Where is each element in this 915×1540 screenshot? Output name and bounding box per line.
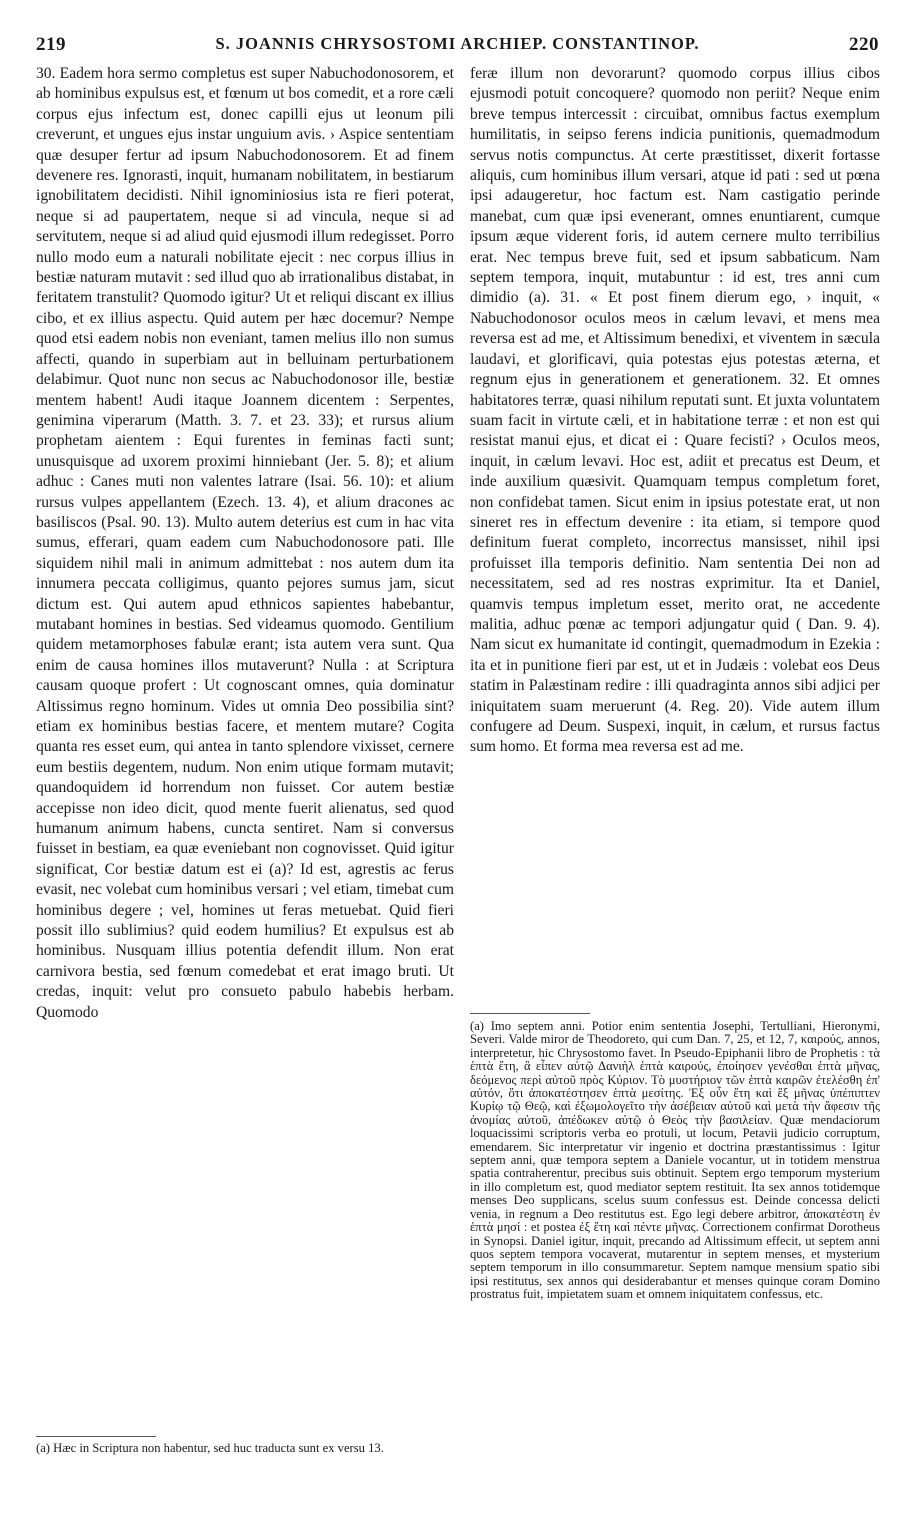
page-number-left: 219 xyxy=(36,34,66,55)
running-title: S. JOANNIS CHRYSOSTOMI ARCHIEP. CONSTANTINOP. xyxy=(215,34,700,53)
page-number-right: 220 xyxy=(849,34,879,55)
running-head xyxy=(36,34,879,60)
left-footnote: (a) Hæc in Scriptura non habentur, sed huc traducta sunt ex versu 13. xyxy=(36,1441,384,1455)
left-column-text: 30. Eadem hora sermo completus est super Nabuchodonosorem, et ab hominibus expulsus est, et fœnum ut bos comedit, et a rore cæli corpus ejus infectum est, donec capilli ejus ut leonum pili creverunt, et ungues ejus instar unguium avis. › Aspice sententiam quæ desuper fertur ad ipsum Nabuchodonosorem. Et ad finem devenere res. Ignorasti, inquit, humanam nobilitatem, in bestiarum ignobilitatem decidisti. Nihil ignominiosius ista re fieri poterat, neque si ad paupertatem, neque si ad vincula, neque si ad servitutem, neque si ad aliud quid ejusmodi illum redegisset. Porro nullo modo eum a naturali nobilitate ejecit : nec corpus illius in bestiæ naturam mutavit : sed illud quo ab irrationalibus distabat, in feritatem transtulit? Quomodo igitur? Ut et reliqui discant ex illius cibo, et ex illius aspectu. Quid autem per hæc docemur? Nempe quod etsi eadem nobis non eveniant, tamen melius illo non sumus affecti, quando in superbiam aut in belluinam perturbationem delabimur. Quot nunc non secus ac Nabuchodonosor ille, bestiæ mentem habent! Audi itaque Joannem dicentem : Serpentes, genimina viperarum (Matth. 3. 7. et 23. 33); et rursus alium prophetam aientem : Equi furentes in feminas facti sunt; unusquisque ad uxorem proximi hinniebant (Jer. 5. 8); et alium adhuc : Canes muti non valentes latrare (Isai. 56. 10): et alium rursus vulpes appellantem (Ezech. 13. 4), et alium dracones ac basiliscos (Psal. 90. 13). Multo autem deterius est cum in hac vita sumus, efferari, quam eadem cum Nabuchodonosore pati. Ille siquidem nihil mali in animum admittebat : nos autem dum ita innumera peccata colligimus, quanto pejores sumus jam, sicut dictum est. Qui autem apud ethnicos sapientes habebantur, mutabant homines in bestias. Sed videamus quomodo. Gentilium quidem metamorphoses fabulæ erant; ista autem vera sunt. Qua enim de causa homines illos mutaverunt? Nulla : at Scriptura causam quoque profert : Ut cognoscant omnes, quia dominatur Altissimus regno hominum. Vides ut omnia Deo possibilia sint? etiam ex hominibus bestias facere, et mentem mutare? Cogita quanta res esset eum, qui antea in tanto splendore vixisset, cernere eum bestiis degentem, nudum. Non enim utique formam mutavit; quandoquidem id horrendum non fuisset. Cor autem bestiæ accepisse non ideo dicit, quod mente fuerit alienatus, sed quod humanum animum habens, cuncta sentiret. Nam si conversus fuisset in bestiam, ea quæ eveniebant non cognovisset. Quid igitur significat, Cor bestiæ datum est ei (a)? Id est, agrestis ac ferus evasit, nec volebat cum hominibus versari ; vel etiam, timebat cum hominibus degere ; vel, homines ut feras metuebat. Quid fieri possit illo sublimius? quid eodem humilius? Et expulsus est ab hominibus. Nusquam illius potentia defendit illum. Non erat carnivora bestia, sed fœnum comedebat et erat imago bruti. Ut credas, inquit: velut pro consueto pabulo habebis herbam. Quomodo xyxy=(36,65,454,1021)
right-column xyxy=(470,64,880,758)
left-footnote-rule xyxy=(36,1436,156,1437)
right-column-text: feræ illum non devorarunt? quomodo corpus illius cibos ejusmodi potuit concoquere? quomodo non periit? Neque enim breve tempus intercessit : circuibat, omnibus factus exemplum humilitatis, in seipso ferens indicia punitionis, quemadmodum servus notis compunctus. At certe præstitisset, dixerit fortasse aliquis, cum hominibus illum versari, atque id pati : sed ut pœna ipsi adaugeretur, hoc factum est. Nam castigatio perinde manebat, cum quæ ipsi evenerant, omnes enuntiarent, cumque ipsum æque viderent foris, id autem cernere multo terribilius erat. Nec tempus breve fuit, sed et ipsum sabbaticum. Nam septem tempora, inquit, mutabuntur : id est, tres anni cum dimidio (a). 31. « Et post finem dierum ego, › inquit, « Nabuchodonosor oculos meos in cælum levavi, et mens mea reversa est ad me, et Altissimum benedixi, et viventem in sæcula laudavi, et glorificavi, quia potestas ejus potestas æterna, et regnum ejus in generationem et generationem. 32. Et omnes habitatores terræ, quasi nihilum reputati sunt. Et juxta voluntatem suam facit in virtute cæli, et in habitatione terræ : et non est qui resistat manui ejus, et dicat ei : Quare fecisti? › Oculos meos, inquit, in cælum levavi. Hoc est, adiit et precatus est Deum, et inde auxilium quæsivit. Quamquam tempus completum foret, non confidebat tamen. Sicut enim in ipsius potestate erat, ut non sineret res in effectum devenire : ita etiam, si tempore quod definitum fuerat completo, incorrectus mansisset, nihil ipsi profuisset illa temporis definitio. Nam sententia Dei non ad necessitatem, sed ad res nostras exprimitur. Ita et Daniel, quamvis tempus impletum esset, merito orat, ne accedente malitia, adhuc pœnæ ac tempori adjungatur quid ( Dan. 9. 4). Nam sicut ex humanitate id contingit, quemadmodum in Ezekia : ita et in punitione fieri par est, ut et in Judæis : volebat eos Deus statim in Palæstinam redire : illi quadraginta annos sibi adjici per iniquitatem suam meruerunt (4. Reg. 20). Vide autem illum confugere ad Deum. Suspexi, inquit, in cælum, et rursus factus sum homo. Et forma mea reversa est ad me. xyxy=(470,65,880,756)
right-footnote-rule xyxy=(470,1013,590,1014)
right-footnote: (a) Imo septem anni. Potior enim sententia Josephi, Tertulliani, Hieronymi, Severi. Valde miror de Theodoreto, qui cum Dan. 7, 25, et 12, 7, καιρούς, annos, interpretetur, hic Chrysostomo favet. In Pseudo-Epiphanii libro de Prophetis : τὰ ἑπτὰ ἔτη, ἃ εἶπεν αὐτῷ Δανιὴλ ἑπτὰ καιρούς, ἐποίησεν γενέσθαι ἑπτὰ μῆνας, δεόμενος περὶ αὐτοῦ πρὸς Κύριον. Τὸ μυστήριον τῶν ἑπτὰ καιρῶν ἐτελέσθη ἐπ' αὐτόν, ὅτι ἀποκατέστησεν ἑπτὰ μεσίτης. Ἐξ οὖν ἔτη καὶ ἓξ μῆνας ὑπέπιπτεν Κυρίῳ τῷ Θεῷ, καὶ ἐξωμολογεῖτο τὴν ἀσέβειαν αὐτοῦ καὶ μετὰ τὴν ἄφεσιν τῆς ἀνομίας αὐτοῦ, ἀπέδωκεν αὐτῷ ὁ Θεὸς τὴν βασιλείαν. Quæ mendaciorum loquacissimi scriptoris verba eo protuli, ut locum, Petavii judicio corruptum, emendarem. Sic interpretatur vir ingenio et doctrina præstantissimus : Igitur septem anni, quæ tempora septem a Daniele vocantur, ut in totidem menstrua spatia contraherentur, precibus suis obtinuit. Septem ergo temporum mysterium in illo completum est, quod mediator septem restituit. Ita sex annos totidemque menses Deo supplicans, scelus suum confessus est. Deinde concessa delicti venia, in regnum a Deo restitutus est. Ego legi debere arbitror, ἀποκατέστη ἐν ἑπτὰ μησί : et postea ἐξ ἔτη καὶ πέντε μῆνας. Correctionem confirmat Dorotheus in Synopsi. Daniel igitur, inquit, precando ad Altissimum effecit, ut septem anni quos septem tempora vocaverat, mutarentur in septem menses, et mysterium septem temporum in illo consummaretur. Septem namque mensium spatio sibi ipsi restitutus, sex annos qui desiderabantur et menses quinque coram Domino prostratus fuit, impietatem suam et omnem iniquitatem confessus, etc. xyxy=(470,1019,880,1302)
left-column xyxy=(36,64,454,1023)
